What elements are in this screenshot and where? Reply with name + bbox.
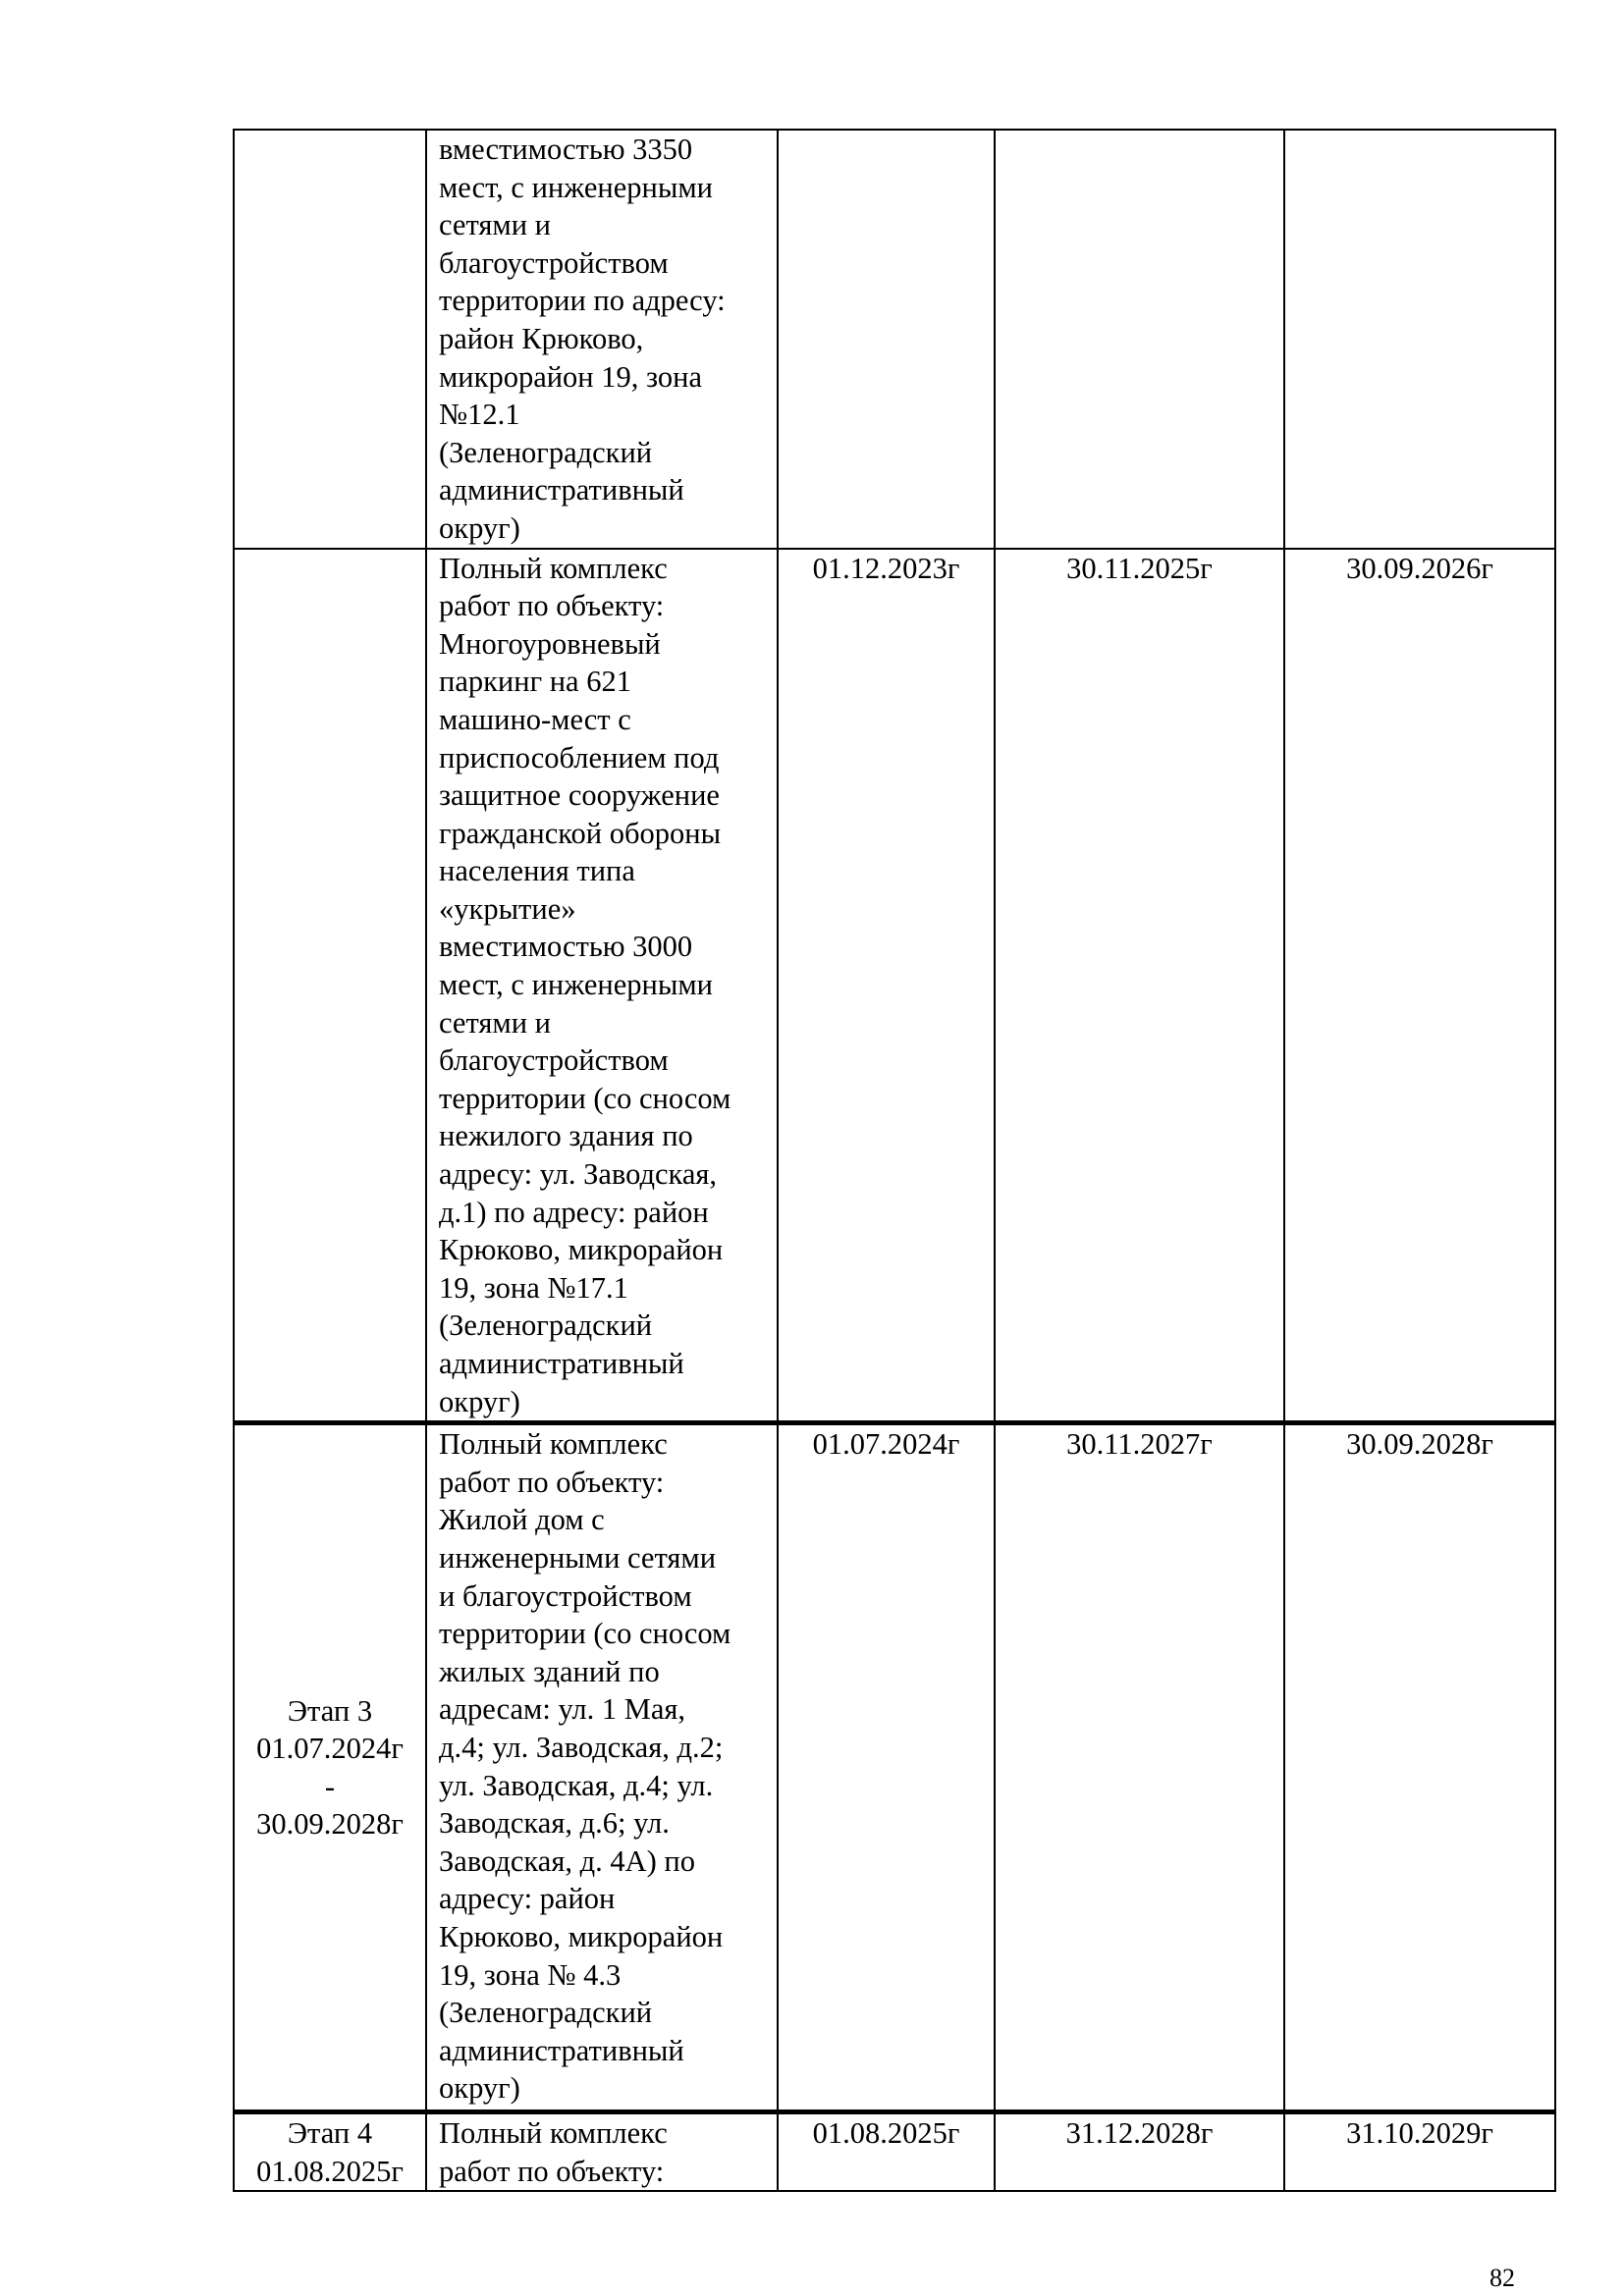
description-line: №12.1 bbox=[439, 398, 520, 432]
stage-title: Этап 3 bbox=[287, 1693, 373, 1728]
stage-title: Этап 4 bbox=[287, 2116, 373, 2151]
description-line: ул. Заводская, д.4; ул. bbox=[439, 1768, 714, 1802]
commissioning-date-cell bbox=[1284, 130, 1555, 549]
stage-cell bbox=[234, 130, 426, 549]
description-line: Крюково, микрорайон bbox=[439, 1233, 724, 1267]
description-line: (Зеленоградский bbox=[439, 1996, 653, 2030]
table-row bbox=[234, 1423, 1555, 2112]
description-line: благоустройством bbox=[439, 1043, 669, 1078]
description-line: вместимостью 3000 bbox=[439, 930, 693, 964]
table-row bbox=[234, 549, 1555, 1423]
description-line: Заводская, д. 4А) по bbox=[439, 1843, 696, 1878]
commissioning-date-cell: 31.10.2029г bbox=[1284, 2112, 1555, 2192]
stage-date-separator: - bbox=[324, 1769, 336, 1803]
table-row bbox=[234, 2112, 1555, 2192]
description-line: административный bbox=[439, 1347, 684, 1380]
description-line: защитное сооружение bbox=[439, 778, 720, 813]
description-line: 19, зона №17.1 bbox=[439, 1270, 628, 1305]
object-description-cell bbox=[426, 549, 778, 1423]
description-line: мест, с инженерными bbox=[439, 968, 713, 1002]
description-line: административный bbox=[439, 473, 684, 507]
description-line: микрорайон 19, зона bbox=[439, 359, 702, 394]
description-line: Крюково, микрорайон bbox=[439, 1919, 724, 1953]
end-date-cell: 30.11.2027г bbox=[995, 1423, 1284, 2112]
description-line: округ) bbox=[439, 1384, 520, 1418]
description-line: территории по адресу: bbox=[439, 284, 726, 318]
object-description-cell bbox=[426, 1423, 778, 2112]
object-description-cell bbox=[426, 130, 778, 549]
description-line: Заводская, д.6; ул. bbox=[439, 1806, 670, 1841]
description-line: д.4; ул. Заводская, д.2; bbox=[439, 1730, 724, 1764]
description-line: адресу: район bbox=[439, 1882, 616, 1916]
description-line: работ по объекту: bbox=[439, 589, 665, 623]
description-line: (Зеленоградский bbox=[439, 1308, 653, 1343]
stage-start-date: 01.07.2024г bbox=[256, 1732, 404, 1766]
object-description-cell bbox=[426, 2112, 778, 2192]
description-line: сетями и bbox=[439, 1005, 551, 1040]
description-line: работ по объекту: bbox=[439, 2154, 665, 2188]
stage-cell bbox=[234, 1423, 426, 2112]
description-line: «укрытие» bbox=[439, 891, 576, 926]
description-line: д.1) по адресу: район bbox=[439, 1195, 709, 1229]
description-line: нежилого здания по bbox=[439, 1119, 693, 1153]
description-line: приспособлением под bbox=[439, 740, 720, 774]
description-line: адресам: ул. 1 Мая, bbox=[439, 1692, 686, 1727]
start-date-cell: 01.12.2023г bbox=[778, 549, 995, 1423]
description-line: гражданской обороны bbox=[439, 816, 722, 850]
description-line: территории (со сносом bbox=[439, 1617, 731, 1651]
description-line: паркинг на 621 bbox=[439, 665, 631, 699]
description-line: округ) bbox=[439, 2071, 520, 2106]
start-date-cell: 01.08.2025г bbox=[778, 2112, 995, 2192]
description-line: административный bbox=[439, 2033, 684, 2067]
description-line: территории (со сносом bbox=[439, 1081, 731, 1115]
end-date-cell bbox=[995, 130, 1284, 549]
description-line: адресу: ул. Заводская, bbox=[439, 1157, 718, 1192]
stage-start-date: 01.08.2025г bbox=[256, 2154, 404, 2188]
description-line: Полный комплекс bbox=[439, 2116, 668, 2151]
description-line: (Зеленоградский bbox=[439, 435, 653, 469]
construction-schedule-table bbox=[233, 129, 1556, 2192]
description-line: Жилой дом с bbox=[439, 1503, 605, 1537]
description-line: жилых зданий по bbox=[439, 1654, 660, 1688]
stage-cell bbox=[234, 2112, 426, 2192]
end-date-cell: 31.12.2028г bbox=[995, 2112, 1284, 2192]
description-line: работ по объекту: bbox=[439, 1465, 665, 1499]
start-date-cell bbox=[778, 130, 995, 549]
description-line: благоустройством bbox=[439, 245, 669, 280]
description-line: район Крюково, bbox=[439, 321, 644, 355]
description-line: и благоустройством bbox=[439, 1578, 692, 1613]
stage-end-date: 30.09.2028г bbox=[256, 1807, 404, 1842]
start-date-cell: 01.07.2024г bbox=[778, 1423, 995, 2112]
description-line: инженерными сетями bbox=[439, 1540, 717, 1575]
description-line: машино-мест с bbox=[439, 702, 631, 736]
description-line: мест, с инженерными bbox=[439, 170, 713, 204]
stage-cell bbox=[234, 549, 426, 1423]
description-line: сетями и bbox=[439, 208, 551, 242]
description-line: Многоуровневый bbox=[439, 626, 661, 661]
end-date-cell: 30.11.2025г bbox=[995, 549, 1284, 1423]
commissioning-date-cell: 30.09.2028г bbox=[1284, 1423, 1555, 2112]
description-line: Полный комплекс bbox=[439, 551, 668, 585]
description-line: округ) bbox=[439, 510, 520, 545]
table-row bbox=[234, 130, 1555, 549]
commissioning-date-cell: 30.09.2026г bbox=[1284, 549, 1555, 1423]
description-line: вместимостью 3350 bbox=[439, 133, 693, 166]
description-line: 19, зона № 4.3 bbox=[439, 1957, 622, 1992]
page-number: 82 bbox=[1489, 2264, 1515, 2292]
description-line: Полный комплекс bbox=[439, 1427, 668, 1462]
description-line: населения типа bbox=[439, 854, 635, 888]
